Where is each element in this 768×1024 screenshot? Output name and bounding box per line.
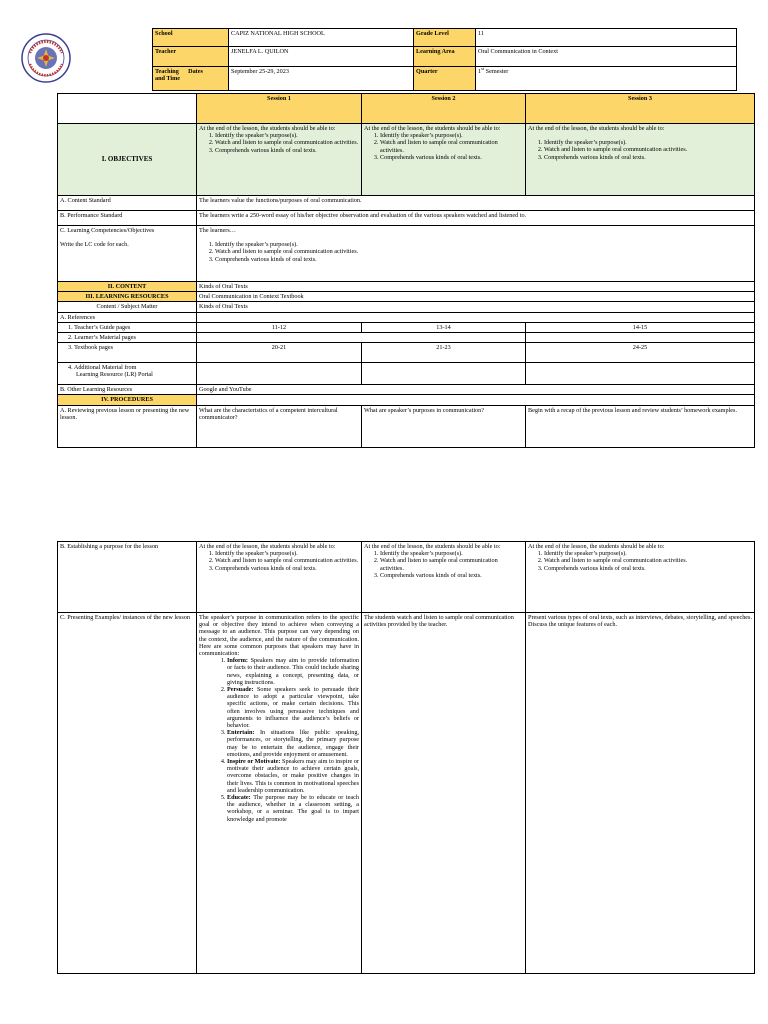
reviewing-s1: What are the characteristics of a competent intercultural communicator?	[197, 405, 362, 447]
teachers-guide-s1: 11-12	[197, 322, 362, 332]
reviewing-label: A. Reviewing previous lesson or presenting the new lesson.	[58, 405, 197, 447]
session-1-header: Session 1	[197, 94, 362, 124]
deped-seal-logo	[21, 33, 71, 83]
performance-standard-value: The learners write a 250-word essay of his/her objective observation and evaluation of the various speakers watched and listened to.	[197, 211, 755, 226]
purpose-item: 5. Educate: The purpose may be to educate or teach the audience, whether in a classroom setting, a workshop, or a seminar. The goal is to impart knowledge and promote	[227, 794, 359, 823]
objectives-session-2: At the end of the lesson, the students should be able to: 1. Identify the speaker’s purpose(s). 2. Watch and listen to sample oral communication activities. 3. Comprehends various kinds of oral texts.	[362, 124, 526, 196]
references-label: A. References	[58, 312, 197, 322]
purpose-item: 1. Inform: Speakers may aim to provide information or facts to their audience. This could include sharing news, explaining a concept, presenting data, or giving instructions.	[227, 657, 359, 686]
header-table	[152, 28, 737, 91]
reviewing-s3: Begin with a recap of the previous lesson and review students’ homework examples.	[526, 405, 755, 447]
teachers-guide-s3: 14-15	[526, 322, 755, 332]
content-section-value: Kinds of Oral Texts	[197, 282, 755, 292]
additional-material-label: 4. Additional Material from Learning Resource (LR) Portal	[58, 363, 197, 385]
other-resources-label: B. Other Learning Resources	[58, 385, 197, 395]
objectives-label: I. OBJECTIVES	[58, 124, 197, 196]
school-label: School	[153, 29, 229, 47]
establishing-s2: At the end of the lesson, the students should be able to: 1. Identify the speaker’s purpose(s). 2. Watch and listen to sample oral communication activities. 3. Comprehends various kinds of oral texts.	[362, 542, 526, 613]
establishing-s1: At the end of the lesson, the students should be able to: 1. Identify the speaker’s purpose(s). 2. Watch and listen to sample oral communication activities. 3. Comprehends various kinds of oral texts.	[197, 542, 362, 613]
area-label: Learning Area	[414, 47, 476, 67]
presenting-label: C. Presenting Examples/ instances of the new lesson	[58, 613, 197, 974]
lesson-plan-table-page2	[57, 541, 755, 974]
textbook-pages-label: 3. Textbook pages	[58, 343, 197, 363]
subject-matter-value: Kinds of Oral Texts	[197, 302, 755, 312]
purpose-item: 4. Inspire or Motivate: Speakers may aim to inspire or motivate their audience to achieve certain goals, overcome obstacles, or make positive changes in their lives. This is common in motivational speeches and leadership communication.	[227, 758, 359, 794]
purpose-item: 2. Persuade: Some speakers seek to persuade their audience to adopt a particular viewpoint, take specific actions, or make certain decisions. This often involves using persuasive techniques and arguments to influence the audience’s beliefs or behavior.	[227, 686, 359, 729]
lc-value: The learners… 1. Identify the speaker’s purpose(s). 2. Watch and listen to sample oral communication activities. 3. Comprehends various kinds of oral texts.	[197, 226, 755, 282]
performance-standard-label: B. Performance Standard	[58, 211, 197, 226]
subject-matter-label: Content / Subject Matter	[58, 302, 197, 312]
dates-label: Teaching Dates and Time	[153, 67, 229, 91]
area-value: Oral Communication in Context	[476, 47, 737, 67]
dates-value: September 25-29, 2023	[229, 67, 414, 91]
learners-material-label: 2. Learner’s Material pages	[58, 333, 197, 343]
objectives-session-1: At the end of the lesson, the students should be able to: 1. Identify the speaker’s purpose(s). 2. Watch and listen to sample oral communication activities. 3. Comprehends various kinds of oral texts.	[197, 124, 362, 196]
other-resources-value: Google and YouTube	[197, 385, 755, 395]
presenting-s1: The speaker’s purpose in communication refers to the specific goal or objective they intend to achieve when conveying a message to an audience. This purpose can vary depending on the context, the audience, and the nature of the communication. Here are some common purposes that speakers may have in communication: 1. Inform: Speakers may aim to provide information or facts to their audience. This could include sharing news, explaining a concept, presenting data, or giving instructions. 2. Persuade: Some speakers seek to persuade their audience to adopt a particular viewpoint, take specific actions, or make certain decisions. This often involves using persuasive techniques and arguments to influence the audience’s beliefs or behavior. 3. Entertain: In situations like public speaking, performances, or storytelling, the primary purpose may be to entertain the audience, engage their emotions, and provide enjoyment or amusement. 4. Inspire or Motivate: Speakers may aim to inspire or motivate their audience to achieve certain goals, overcome obstacles, or make positive changes in their lives. This is common in motivational speeches and leadership communication. 5. Educate: The purpose may be to educate or teach the audience, whether in a classroom setting, a workshop, or a seminar. The goal is to impart knowledge and promote	[197, 613, 362, 974]
grade-label: Grade Level	[414, 29, 476, 47]
school-value: CAPIZ NATIONAL HIGH SCHOOL	[229, 29, 414, 47]
textbook-pages-s3: 24-25	[526, 343, 755, 363]
quarter-label: Quarter	[414, 67, 476, 91]
grade-value: 11	[476, 29, 737, 47]
teachers-guide-label: 1. Teacher’s Guide pages	[58, 322, 197, 332]
reviewing-s2: What are speaker’s purposes in communication?	[362, 405, 526, 447]
lesson-plan-table-page1	[57, 93, 755, 448]
session-3-header: Session 3	[526, 94, 755, 124]
textbook-pages-s2: 21-23	[362, 343, 526, 363]
learning-resources-label: III. LEARNING RESOURCES	[58, 292, 197, 302]
session-2-header: Session 2	[362, 94, 526, 124]
teachers-guide-s2: 13-14	[362, 322, 526, 332]
quarter-value: 1st Semester	[476, 67, 737, 91]
teacher-label: Teacher	[153, 47, 229, 67]
establishing-s3: At the end of the lesson, the students should be able to: 1. Identify the speaker’s purpose(s). 2. Watch and listen to sample oral communication activities. 3. Comprehends various kinds of oral texts.	[526, 542, 755, 613]
establishing-label: B. Establishing a purpose for the lesson	[58, 542, 197, 613]
presenting-s2: The students watch and listen to sample oral communication activities provided by the teacher.	[362, 613, 526, 974]
content-standard-value: The learners value the functions/purposes of oral communication.	[197, 196, 755, 211]
lc-label: C. Learning Competencies/Objectives Write the LC code for each.	[58, 226, 197, 282]
content-standard-label: A. Content Standard	[58, 196, 197, 211]
textbook-pages-s1: 20-21	[197, 343, 362, 363]
presenting-s3: Present various types of oral texts, such as interviews, debates, storytelling, and speeches. Discuss the unique features of each.	[526, 613, 755, 974]
objectives-session-3: At the end of the lesson, the students should be able to: 1. Identify the speaker’s purpose(s). 2. Watch and listen to sample oral communication activities. 3. Comprehends various kinds of oral texts.	[526, 124, 755, 196]
purpose-item: 3. Entertain: In situations like public speaking, performances, or storytelling, the primary purpose may be to entertain the audience, engage their emotions, and provide enjoyment or amusement.	[227, 729, 359, 758]
content-section-label: II. CONTENT	[58, 282, 197, 292]
learning-resources-value: Oral Communication in Context Textbook	[197, 292, 755, 302]
teacher-value: JENELFA L. QUILON	[229, 47, 414, 67]
procedures-label: IV. PROCEDURES	[58, 395, 197, 405]
